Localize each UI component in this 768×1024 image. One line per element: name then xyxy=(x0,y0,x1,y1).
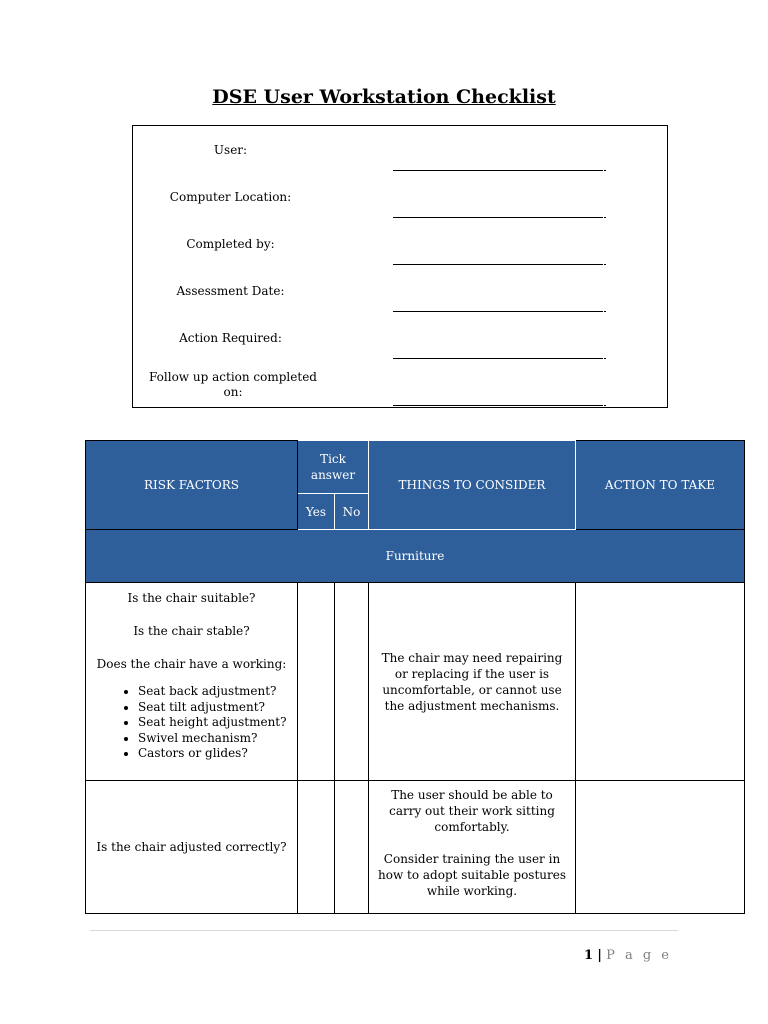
consider-text: The user should be able to carry out their work sitting comfortably. xyxy=(389,788,555,834)
table-row xyxy=(86,583,745,781)
completed-by-label: Completed by: xyxy=(186,237,275,251)
info-row-completed-by xyxy=(133,234,669,274)
footer-divider xyxy=(90,930,678,931)
question-chair-suitable: Is the chair suitable? xyxy=(127,591,256,605)
header-tick-answer xyxy=(298,441,369,494)
action-required-label: Action Required: xyxy=(179,331,282,345)
things-to-consider-cell xyxy=(369,583,576,781)
user-line[interactable] xyxy=(393,170,603,171)
list-item: • Seat height adjustment? xyxy=(138,715,297,731)
action-required-line[interactable] xyxy=(393,358,603,359)
list-item: • Swivel mechanism? xyxy=(138,731,297,747)
yes-checkbox-cell[interactable] xyxy=(298,583,335,781)
section-furniture: Furniture xyxy=(86,530,745,583)
assessment-date-label: Assessment Date: xyxy=(176,284,285,298)
things-to-consider-cell xyxy=(369,781,576,914)
page-number: 1 xyxy=(584,948,594,963)
list-item: • Seat tilt adjustment? xyxy=(138,700,297,716)
yes-checkbox-cell[interactable] xyxy=(298,781,335,914)
consider-text: Consider training the user in how to adopt suitable postures while working. xyxy=(377,852,567,898)
info-row-action-required xyxy=(133,328,669,368)
action-to-take-cell[interactable] xyxy=(576,583,745,781)
header-action-to-take: ACTION TO TAKE xyxy=(576,441,745,530)
user-label: User: xyxy=(213,143,248,157)
header-risk-factors: RISK FACTORS xyxy=(86,441,298,530)
info-row-assessment-date xyxy=(133,281,669,321)
user-info-box xyxy=(132,125,668,408)
adjustment-list xyxy=(86,684,297,762)
action-to-take-cell[interactable] xyxy=(576,781,745,914)
risk-factor-cell xyxy=(86,583,298,781)
page-separator: | xyxy=(597,948,602,963)
question-chair-working: Does the chair have a working: xyxy=(96,657,287,671)
page-word: P a g e xyxy=(606,948,672,963)
page-footer xyxy=(584,948,672,963)
question-chair-adjusted: Is the chair adjusted correctly? xyxy=(96,840,287,854)
list-item: • Seat back adjustment? xyxy=(138,684,297,700)
list-item: • Castors or glides? xyxy=(138,746,297,762)
risk-factor-cell xyxy=(86,781,298,914)
completed-by-line[interactable] xyxy=(393,264,603,265)
computer-location-line[interactable] xyxy=(393,217,603,218)
table-row xyxy=(86,781,745,914)
no-checkbox-cell[interactable] xyxy=(335,583,369,781)
question-chair-stable: Is the chair stable? xyxy=(133,624,250,638)
tick-answer-text: Tick answer xyxy=(310,452,356,482)
consider-text: The chair may need repairing or replacing if the user is uncomfortable, or cannot use the adjustment mechanisms. xyxy=(381,650,563,713)
header-yes: Yes xyxy=(298,494,335,530)
header-things-to-consider: THINGS TO CONSIDER xyxy=(369,441,576,530)
info-row-follow-up xyxy=(133,369,669,409)
checklist-table xyxy=(85,440,745,914)
info-row-user xyxy=(133,140,669,180)
header-no: No xyxy=(335,494,369,530)
assessment-date-line[interactable] xyxy=(393,311,603,312)
follow-up-line[interactable] xyxy=(393,405,603,406)
document-title: DSE User Workstation Checklist xyxy=(212,86,556,108)
info-row-computer-location xyxy=(133,187,669,227)
follow-up-label: Follow up action completed on: xyxy=(149,370,317,399)
no-checkbox-cell[interactable] xyxy=(335,781,369,914)
computer-location-label: Computer Location: xyxy=(169,190,292,204)
